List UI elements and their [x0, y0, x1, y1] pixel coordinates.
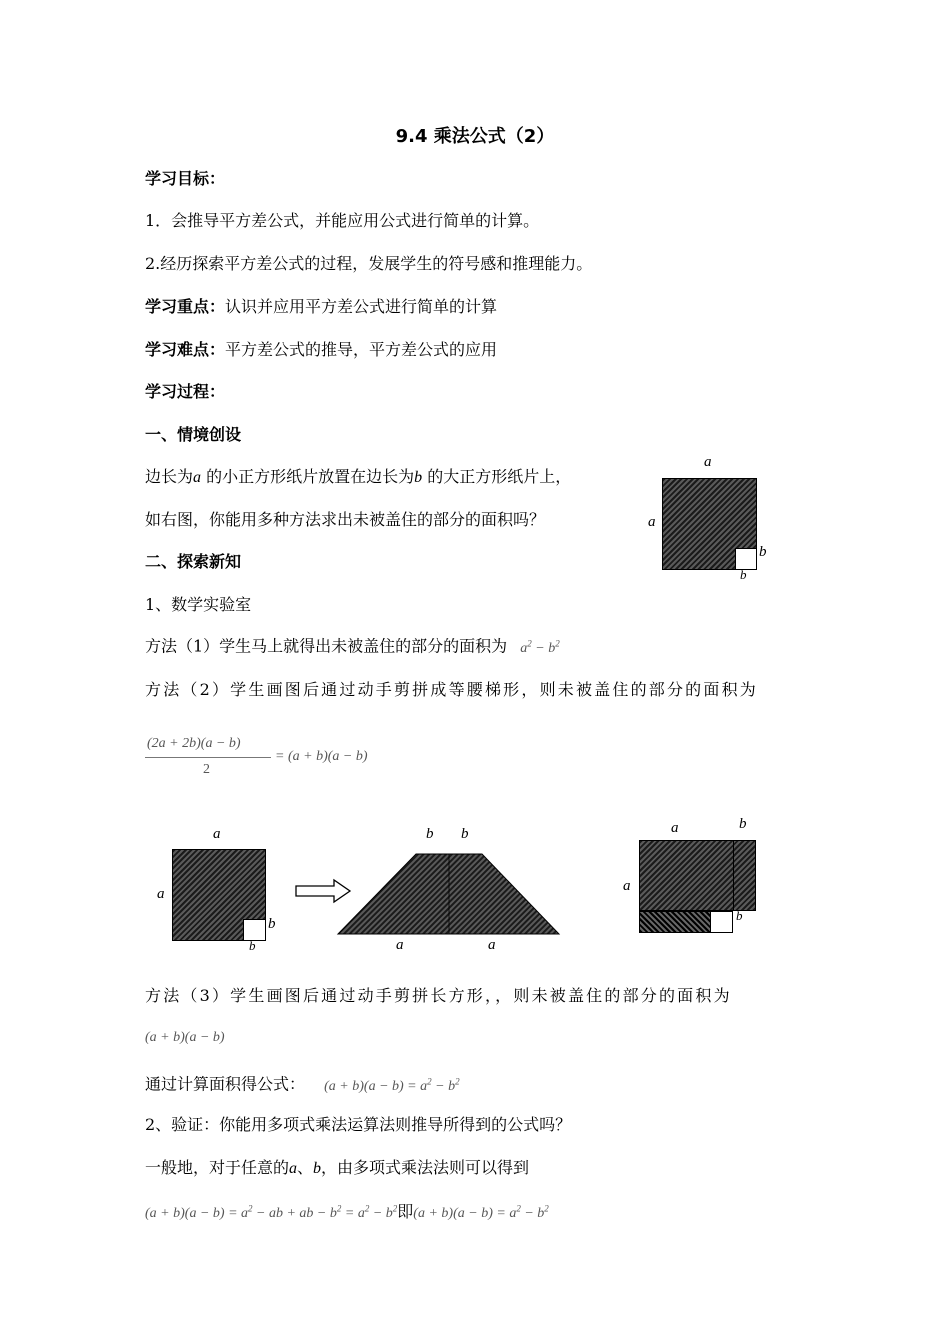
label-b-bottom: b — [740, 567, 747, 582]
formula-a2-b2: $a^2 - b^2$ — [520, 638, 560, 656]
fraction-result: = (a + b)(a − b) — [275, 749, 368, 764]
process-heading: 学习过程： — [145, 382, 226, 401]
derivation-line — [145, 1199, 549, 1222]
text-segment: 边长为 — [145, 467, 194, 486]
key-point-text: 认识并应用平方差公式进行简单的计算 — [225, 297, 498, 316]
var-b: b — [313, 1160, 322, 1177]
label-b-top: b — [739, 816, 747, 832]
label-b-bottom: b — [249, 938, 256, 953]
label-b-top-right: b — [461, 826, 469, 842]
label-a-left: a — [648, 514, 656, 530]
section2-sub2: 2、验证：你能用多项式乘法运算法则推导所得到的公式吗？ — [145, 1115, 572, 1134]
difficulty-label: 学习难点： — [145, 340, 226, 359]
label-b-right: b — [759, 544, 767, 560]
fraction-bar — [145, 757, 271, 758]
objective-item-2: 2.经历探索平方差公式的过程，发展学生的符号感和推理能力。 — [145, 254, 593, 273]
small-square — [710, 911, 733, 933]
label-b-right: b — [268, 916, 276, 932]
objectives-heading: 学习目标： — [145, 169, 226, 188]
label-a-top: a — [213, 826, 221, 842]
formula-trapezoid-area — [145, 736, 445, 782]
figure-rectangle — [618, 812, 778, 947]
figure-square-2 — [150, 822, 290, 957]
key-point — [145, 296, 497, 318]
label-b-right: b — [736, 908, 743, 923]
formula-intro-line — [145, 1070, 460, 1098]
difficulty-text: 平方差公式的推导，平方差公式的应用 — [225, 340, 498, 359]
text-segment: ，由多项式乘法法则可以得到 — [321, 1158, 530, 1177]
trapezoid-shape — [330, 822, 570, 957]
derivation-result: $(a + b)(a - b) = a^2 - b^2$ — [413, 1203, 549, 1221]
fraction-denominator: 2 — [203, 762, 210, 777]
figure-trapezoid — [330, 822, 570, 957]
section2-sub1: 1、数学实验室 — [145, 595, 252, 614]
var-a: a — [289, 1160, 298, 1177]
formula-intro-text: 通过计算面积得公式： — [145, 1074, 306, 1094]
difficulty — [145, 339, 497, 361]
label-a-left: a — [623, 878, 631, 894]
formula-product: (a + b)(a − b) — [145, 1030, 225, 1045]
objective-item-1: 1．会推导平方差公式，并能应用公式进行简单的计算。 — [145, 211, 540, 230]
section1-heading: 一、情境创设 — [145, 425, 242, 444]
method1-line — [145, 632, 560, 660]
section1-line1 — [145, 466, 571, 489]
key-point-label: 学习重点： — [145, 297, 226, 316]
label-a-bottom-left: a — [396, 937, 404, 953]
section1-line2: 如右图，你能用多种方法求出未被盖住的部分的面积吗？ — [145, 510, 546, 529]
text-segment: 一般地，对于任意的 — [145, 1158, 290, 1177]
label-a-left: a — [157, 886, 165, 902]
rect-main — [639, 840, 756, 911]
text-segment: 的小正方形纸片放置在边长为 — [201, 467, 415, 486]
figure-square-overlay — [640, 450, 780, 585]
rect-divider — [733, 840, 734, 911]
label-a-bottom-right: a — [488, 937, 496, 953]
general-line — [145, 1157, 529, 1180]
var-a: a — [193, 469, 202, 486]
var-b: b — [414, 469, 423, 486]
text-segment: 的大正方形纸片上， — [422, 467, 572, 486]
label-a-top: a — [671, 820, 679, 836]
section2-heading: 二、探索新知 — [145, 552, 242, 571]
fraction-numerator: (2a + 2b)(a − b) — [147, 736, 241, 751]
derivation-formula: $(a + b)(a - b) = a^2$ − ab + ab − $b^2 = a^2 - b^2$ — [145, 1203, 398, 1221]
ji-text: 即 — [397, 1202, 414, 1221]
label-a-top: a — [704, 454, 712, 470]
method3-line: 方法（3）学生画图后通过动手剪拼长方形，，则未被盖住的部分的面积为 — [145, 986, 732, 1005]
text-segment: 、 — [297, 1158, 314, 1177]
method2-line: 方法（2）学生画图后通过动手剪拼成等腰梯形，则未被盖住的部分的面积为 — [145, 680, 758, 699]
formula-difference-of-squares: $(a + b)(a - b) = a^2 - b^2$ — [324, 1076, 460, 1094]
page-title: 9.4 乘法公式（2） — [395, 126, 555, 147]
label-b-top-left: b — [426, 826, 434, 842]
method1-text: 方法（1）学生马上就得出未被盖住的部分的面积为 — [145, 636, 508, 656]
